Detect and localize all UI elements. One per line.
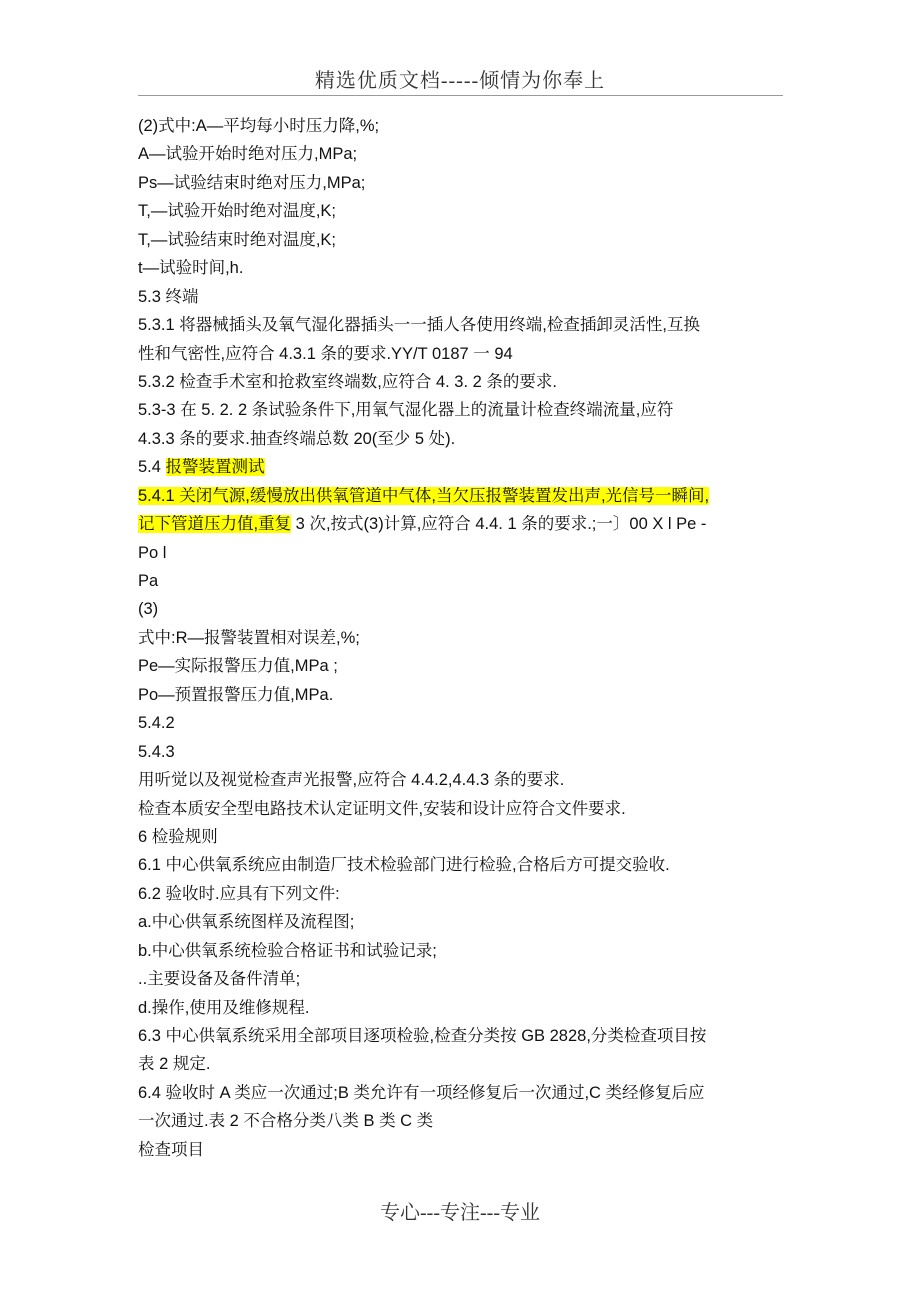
text-line: T,—试验结束时绝对温度,K; [138, 230, 337, 249]
text-line: 性和气密性,应符合 4.3.1 条的要求.YY/T 0187 一 94 [138, 344, 513, 363]
text-line: 用听觉以及视觉检查声光报警,应符合 4.4.2,4.4.3 条的要求. [138, 771, 565, 790]
highlighted-title: 报警装置测试 [165, 458, 265, 477]
section-number: 5.4 [138, 458, 166, 477]
highlighted-text: 记下管道压力值,重复 [138, 515, 292, 534]
text-line: 4.3.3 条的要求.抽查终端总数 20(至少 5 处). [138, 429, 456, 448]
text-line: 6.3 中心供氧系统采用全部项目逐项检验,检查分类按 GB 2828,分类检查项目按 [138, 1027, 707, 1045]
text-line: 一次通过.表 2 不合格分类八类 B 类 C 类 [138, 1112, 434, 1131]
text-line: Po—预置报警压力值,MPa. [138, 685, 334, 704]
text-line: t—试验时间,h. [138, 259, 244, 278]
page-header: 精选优质文档-----倾情为你奉上 [314, 70, 606, 92]
text-span: 3 次,按式(3)计算,应符合 4.4. 1 条的要求.;一〕00 X l Pe - [291, 515, 707, 534]
text-line: 检查本质安全型电路技术认定证明文件,安装和设计应符合文件要求. [138, 799, 626, 818]
text-line: (2)式中:A—平均每小时压力降,%; [138, 117, 380, 135]
text-line: 5.3.2 检查手术室和抢救室终端数,应符合 4. 3. 2 条的要求. [138, 372, 557, 391]
text-line: 5.4.2 [138, 714, 175, 733]
text-line-highlighted [138, 510, 788, 538]
list-item: b.中心供氧系统检验合格证书和试验记录; [138, 941, 437, 960]
text-line: T,—试验开始时绝对温度,K; [138, 202, 337, 221]
highlighted-text: 关闭气源,缓慢放出供氧管道中气体,当欠压报警装置发出声,光信号一瞬间, [174, 486, 710, 505]
text-line: Pa [138, 572, 159, 590]
document-body [138, 112, 788, 1164]
text-line: (3) [138, 600, 159, 619]
text-line: 5.3-3 在 5. 2. 2 条试验条件下,用氧气湿化器上的流量计检查终端流量,应符 [138, 401, 674, 420]
header-divider [138, 95, 783, 96]
text-line: Pe—实际报警压力值,MPa ; [138, 657, 338, 676]
text-line: 6.4 验收时 A 类应一次通过;B 类允许有一项经修复后一次通过,C 类经修复后应 [138, 1083, 705, 1102]
section-heading: 5.3 终端 [138, 287, 199, 306]
list-item: ..主要设备及备件清单; [138, 970, 301, 989]
text-line: A—试验开始时绝对压力,MPa; [138, 145, 358, 164]
text-line: 检查项目 [138, 1140, 204, 1159]
text-line: 5.4.3 [138, 742, 175, 761]
text-line: 5.3.1 将器械插头及氧气湿化器插头一一插人各使用终端,检查插卸灵活性,互换 [138, 316, 700, 335]
text-line: 表 2 规定. [138, 1055, 211, 1074]
page-footer: 专心---专注---专业 [380, 1202, 540, 1224]
list-item: d.操作,使用及维修规程. [138, 998, 310, 1017]
text-line: 式中:R—报警装置相对误差,%; [138, 628, 360, 647]
text-line-highlighted [138, 482, 788, 510]
text-line: 6.2 验收时.应具有下列文件: [138, 884, 340, 903]
list-item: a.中心供氧系统图样及流程图; [138, 913, 355, 932]
section-heading-5-4 [138, 453, 788, 481]
text-line: Ps—试验结束时绝对压力,MPa; [138, 173, 366, 192]
text-line: Po l [138, 543, 167, 562]
highlighted-number: 5.4.1 [138, 486, 175, 505]
section-heading: 6 检验规则 [138, 827, 218, 846]
text-line: 6.1 中心供氧系统应由制造厂技术检验部门进行检验,合格后方可提交验收. [138, 856, 670, 875]
